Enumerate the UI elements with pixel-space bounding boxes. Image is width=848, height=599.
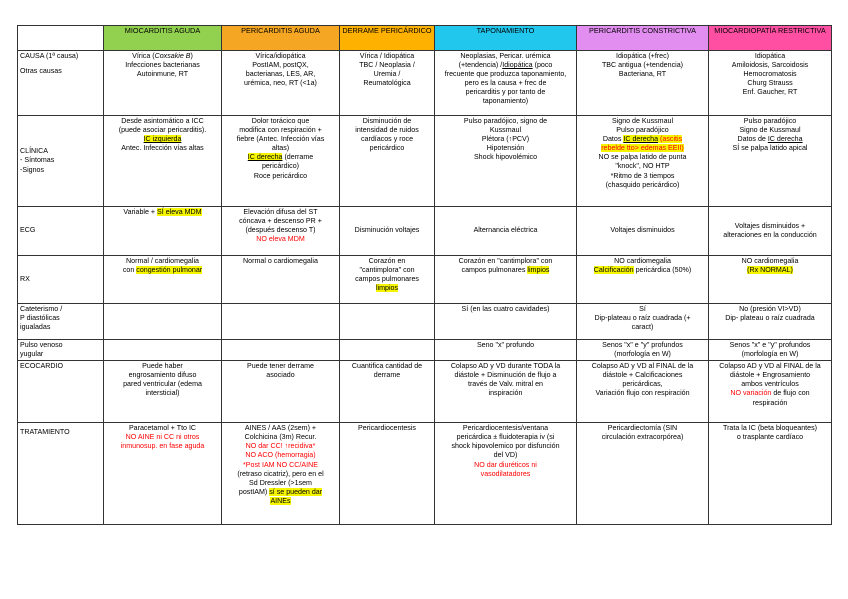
cell-cateterismo-restrictiva: No (presión VI>VD) Dip- plateau o raíz cuadrada (709, 304, 832, 340)
row-ecg (18, 207, 832, 256)
row-label-causa: CAUSA (1ª causa) Otras causas (18, 51, 104, 116)
row-causa (18, 51, 832, 116)
comparison-table (17, 25, 832, 525)
cell-rx-miocarditis: Normal / cardiomegalia con congestión pulmonar (104, 256, 222, 304)
cell-pulso-pericarditis (222, 340, 340, 361)
cell-ecg-miocarditis: Variable + SÍ eleva MDM (104, 207, 222, 256)
cell-rx-taponamiento: Corazón en "cantimplora" con campos pulmonares limpios (435, 256, 577, 304)
cell-clinica-constrictiva: Signo de Kussmaul Pulso paradójico Datos IC derecha (ascitis rebelde tto> edemas EEII) NO se palpa latido de punta "knock", NO HTP *Ritmo de 3 tiempos (chasquido pericárdico) (577, 116, 709, 207)
cell-tratamiento-constrictiva: Pericardiectomía (SIN circulación extracorpórea) (577, 423, 709, 525)
cell-eco-derrame: Cuantifica cantidad de derrame (340, 361, 435, 423)
cell-eco-pericarditis: Puede tener derrame asociado (222, 361, 340, 423)
header-miocarditis-aguda: MIOCARDITIS AGUDA (104, 26, 222, 51)
cell-causa-pericarditis: Vírica/idiopática PostIAM, postQX, bacterianas, LES, AR, urémica, neo, RT (<1a) (222, 51, 340, 116)
cell-clinica-derrame: Disminución de intensidad de ruidos cardíacos y roce pericárdico (340, 116, 435, 207)
row-ecocardio (18, 361, 832, 423)
row-label-ecocardio: ECOCARDIO (18, 361, 104, 423)
cell-causa-taponamiento: Neoplasias, Pericar. urémica (+tendencia) /Idiopática (poco frecuente que produzca taponamiento, pero es la causa + frec de pericarditis y por tanto de taponamiento) (435, 51, 577, 116)
cell-clinica-miocarditis: Desde asintomático a ICC (puede asociar pericarditis). IC izquierda Antec. Infección vías altas (104, 116, 222, 207)
header-pericarditis-aguda: PERICARDITIS AGUDA (222, 26, 340, 51)
cell-ecg-constrictiva: Voltajes disminuidos (577, 207, 709, 256)
cell-tratamiento-taponamiento: Pericardiocentesis/ventana pericárdica ± fluidoterapia iv (si shock hipovolemico por disfunción del VD) NO dar diuréticos ni vasodilatadores (435, 423, 577, 525)
cell-rx-constrictiva: NO cardiomegalia Calcificación pericárdica (50%) (577, 256, 709, 304)
cell-clinica-restrictiva: Pulso paradójico Signo de Kussmaul Datos de IC derecha SÍ se palpa latido apical (709, 116, 832, 207)
row-clinica (18, 116, 832, 207)
cell-eco-restrictiva: Colapso AD y VD al FINAL de la diástole + Engrosamiento ambos ventrículos NO variación de flujo con respiración (709, 361, 832, 423)
row-label-tratamiento: TRATAMIENTO (18, 423, 104, 525)
cell-rx-pericarditis: Normal o cardiomegalia (222, 256, 340, 304)
header-taponamiento: TAPONAMIENTO (435, 26, 577, 51)
row-pulso (18, 340, 832, 361)
cell-cateterismo-taponamiento: Sí (en las cuatro cavidades) (435, 304, 577, 340)
cell-pulso-constrictiva: Senos "x" e "y" profundos (morfología en W) (577, 340, 709, 361)
header-row (18, 26, 832, 51)
header-miocardiopatia-restrictiva: MIOCARDIOPATÍA RESTRICTIVA (709, 26, 832, 51)
cell-pulso-taponamiento: Seno "x" profundo (435, 340, 577, 361)
cell-clinica-pericarditis: Dolor torácico que modifica con respiración + fiebre (Antec. Infección vías altas) IC derecha (derrame pericárdico) Roce pericárdico (222, 116, 340, 207)
row-label-clinica: CLÍNICA - Síntomas -Signos (18, 116, 104, 207)
row-label-cateterismo: Cateterismo / P diastólicas igualadas (18, 304, 104, 340)
cell-tratamiento-derrame: Pericardiocentesis (340, 423, 435, 525)
cell-rx-derrame: Corazón en "cantimplora" con campos pulmonares limpios (340, 256, 435, 304)
header-empty (18, 26, 104, 51)
cell-tratamiento-restrictiva: Trata la IC (beta bloqueantes) o trasplante cardíaco (709, 423, 832, 525)
cell-cateterismo-constrictiva: Sí Dip-plateau o raíz cuadrada (+ caract) (577, 304, 709, 340)
cell-ecg-restrictiva: Voltajes disminuidos + alteraciones en la conducción (709, 207, 832, 256)
cell-ecg-pericarditis: Elevación difusa del ST cóncava + descenso PR + (después descenso T) NO eleva MDM (222, 207, 340, 256)
cell-pulso-miocarditis (104, 340, 222, 361)
cell-cateterismo-derrame (340, 304, 435, 340)
cell-causa-restrictiva: Idiopática Amiloidosis, Sarcoidosis Hemocromatosis Churg Strauss Enf. Gaucher, RT (709, 51, 832, 116)
cell-eco-miocarditis: Puede haber engrosamiento difuso pared ventricular (edema intersticial) (104, 361, 222, 423)
cell-pulso-derrame (340, 340, 435, 361)
row-tratamiento (18, 423, 832, 525)
cell-causa-constrictiva: Idiopática (+frec) TBC antigua (+tendencia) Bacteriana, RT (577, 51, 709, 116)
cell-clinica-taponamiento: Pulso paradójico, signo de Kussmaul Plétora (↑PCV) Hipotensión Shock hipovolémico (435, 116, 577, 207)
header-derrame-pericardico: DERRAME PERICÁRDICO (340, 26, 435, 51)
cell-causa-miocarditis: Vírica (Coxsakie B) Infecciones bacterianas Autoinmune, RT (104, 51, 222, 116)
cell-ecg-derrame: Disminución voltajes (340, 207, 435, 256)
cell-eco-taponamiento: Colapso AD y VD durante TODA la diástole + Disminución de flujo a través de Valv. mitral en inspiración (435, 361, 577, 423)
cell-tratamiento-miocarditis: Paracetamol + Tto IC NO AINE ni CC ni otros inmunosup. en fase aguda (104, 423, 222, 525)
cell-rx-restrictiva: NO cardiomegalia (Rx NORMAL) (709, 256, 832, 304)
cell-causa-derrame: Vírica / Idiopática TBC / Neoplasia / Uremia / Reumatológica (340, 51, 435, 116)
row-cateterismo (18, 304, 832, 340)
cell-ecg-taponamiento: Alternancia eléctrica (435, 207, 577, 256)
row-rx (18, 256, 832, 304)
cell-cateterismo-pericarditis (222, 304, 340, 340)
row-label-ecg: ECG (18, 207, 104, 256)
row-label-pulso: Pulso venoso yugular (18, 340, 104, 361)
header-pericarditis-constrictiva: PERICARDITIS CONSTRICTIVA (577, 26, 709, 51)
cell-pulso-restrictiva: Senos "x" e "y" profundos (morfología en W) (709, 340, 832, 361)
row-label-rx: RX (18, 256, 104, 304)
cell-cateterismo-miocarditis (104, 304, 222, 340)
cell-tratamiento-pericarditis: AINES / AAS (2sem) + Colchicina (3m) Recur. NO dar CC! ↑recidiva* NO ACO (hemorragia) *Post IAM NO CC/AINE (retraso cicatriz), pero en el Sd Dressler (>1sem postIAM) sí se pueden dar AINEs (222, 423, 340, 525)
cell-eco-constrictiva: Colapso AD y VD al FINAL de la diástole + Calcificaciones pericárdicas, Variación flujo con respiración (577, 361, 709, 423)
